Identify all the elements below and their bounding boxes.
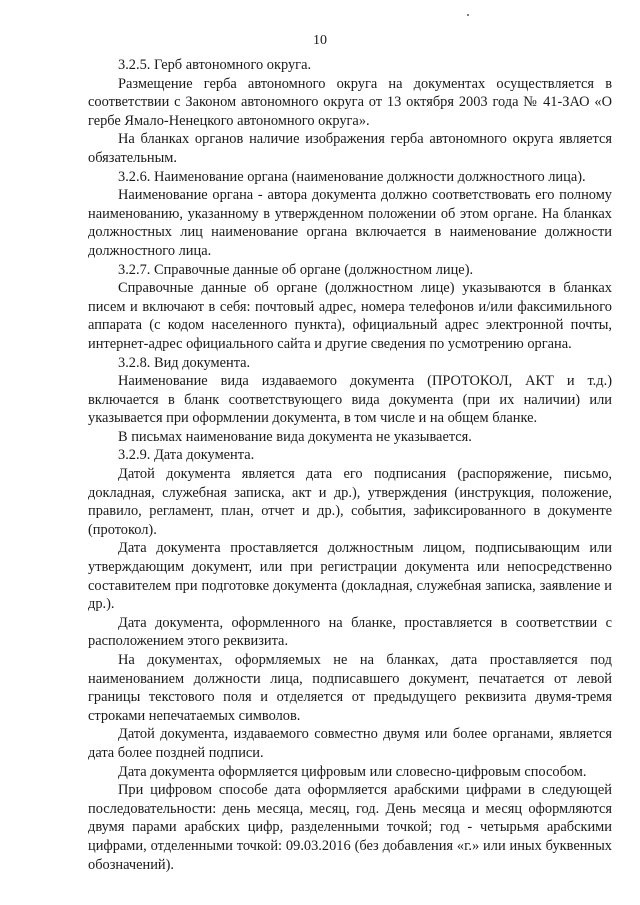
document-body bbox=[88, 56, 612, 874]
section-heading-3-2-9: 3.2.9. Дата документа. bbox=[118, 447, 255, 464]
section-heading-3-2-5: 3.2.5. Герб автономного округа. bbox=[118, 57, 312, 73]
scan-artifact-dot bbox=[467, 14, 469, 16]
section-heading-3-2-6: 3.2.6. Наименование органа (наименование должности должностного лица). bbox=[118, 168, 586, 185]
paragraph: Размещение герба автономного округа на документах осуществляется в соответствии с Законом автономного округа от 13 октября 2003 года № 41-ЗАО «О гербе Ямало-Ненецкого автономного округа». bbox=[88, 75, 612, 129]
paragraph: Датой документа, издаваемого совместно двумя или более органами, является дата более поздней подписи. bbox=[88, 726, 612, 761]
paragraph: Справочные данные об органе (должностном лице) указываются в бланках писем и включают в себя: почтовый адрес, номера телефонов и/или факсимильного аппарата (с кодом населенного пункта), официальный адрес электронной почты, интернет-адрес официального сайта и другие сведения по усмотрению органа. bbox=[88, 280, 612, 352]
paragraph: Наименование вида издаваемого документа (ПРОТОКОЛ, АКТ и т.д.) включается в бланк соответствующего вида документа (при их наличии) или указывается при оформлении документа, в том числе и на общем бланке. bbox=[88, 373, 612, 427]
paragraph: При цифровом способе дата оформляется арабскими цифрами в следующей последовательности: день месяца, месяц, год. День месяца и месяц оформляются двумя парами арабских цифр, разделенными точкой; год - четырьмя арабскими цифрами, отделенными точкой: 09.03.2016 (без добавления «г.» или иных буквенных обозначений). bbox=[88, 782, 612, 873]
paragraph: Дата документа проставляется должностным лицом, подписывающим или утверждающим документ, или при регистрации документа или непосредственно составителем при подготовке документа (докладная, служебная записка, заявление и др.). bbox=[88, 540, 612, 613]
section-heading-3-2-7: 3.2.7. Справочные данные об органе (должностном лице). bbox=[118, 261, 474, 278]
paragraph: На документах, оформляемых не на бланках, дата проставляется под наименованием должности лица, подписавшего документ, печатается от левой границы текстового поля и отделяется от предыдущего реквизита двумя-тремя строками непечатаемых символов. bbox=[88, 652, 612, 724]
section-heading-3-2-8: 3.2.8. Вид документа. bbox=[118, 354, 251, 371]
paragraph: В письмах наименование вида документа не указывается. bbox=[118, 428, 472, 445]
paragraph: Дата документа оформляется цифровым или словесно-цифровым способом. bbox=[118, 763, 587, 780]
paragraph: Дата документа, оформленного на бланке, проставляется в соответствии с расположением этого реквизита. bbox=[88, 614, 612, 650]
page-number: 10 bbox=[313, 33, 327, 48]
paragraph: Наименование органа - автора документа должно соответствовать его полному наименованию, указанному в утвержденном положении об этом органе. На бланках должностных лиц наименование органа включается в наименование должности должностного лица. bbox=[88, 187, 612, 259]
paragraph: Датой документа является дата его подписания (распоряжение, письмо, докладная, служебная записка, акт и др.), утверждения (инструкция, положение, правило, регламент, план, отчет и др.), события, зафиксированного в документе (протокол). bbox=[88, 466, 612, 538]
paragraph: На бланках органов наличие изображения герба автономного округа является обязательным. bbox=[88, 131, 612, 166]
